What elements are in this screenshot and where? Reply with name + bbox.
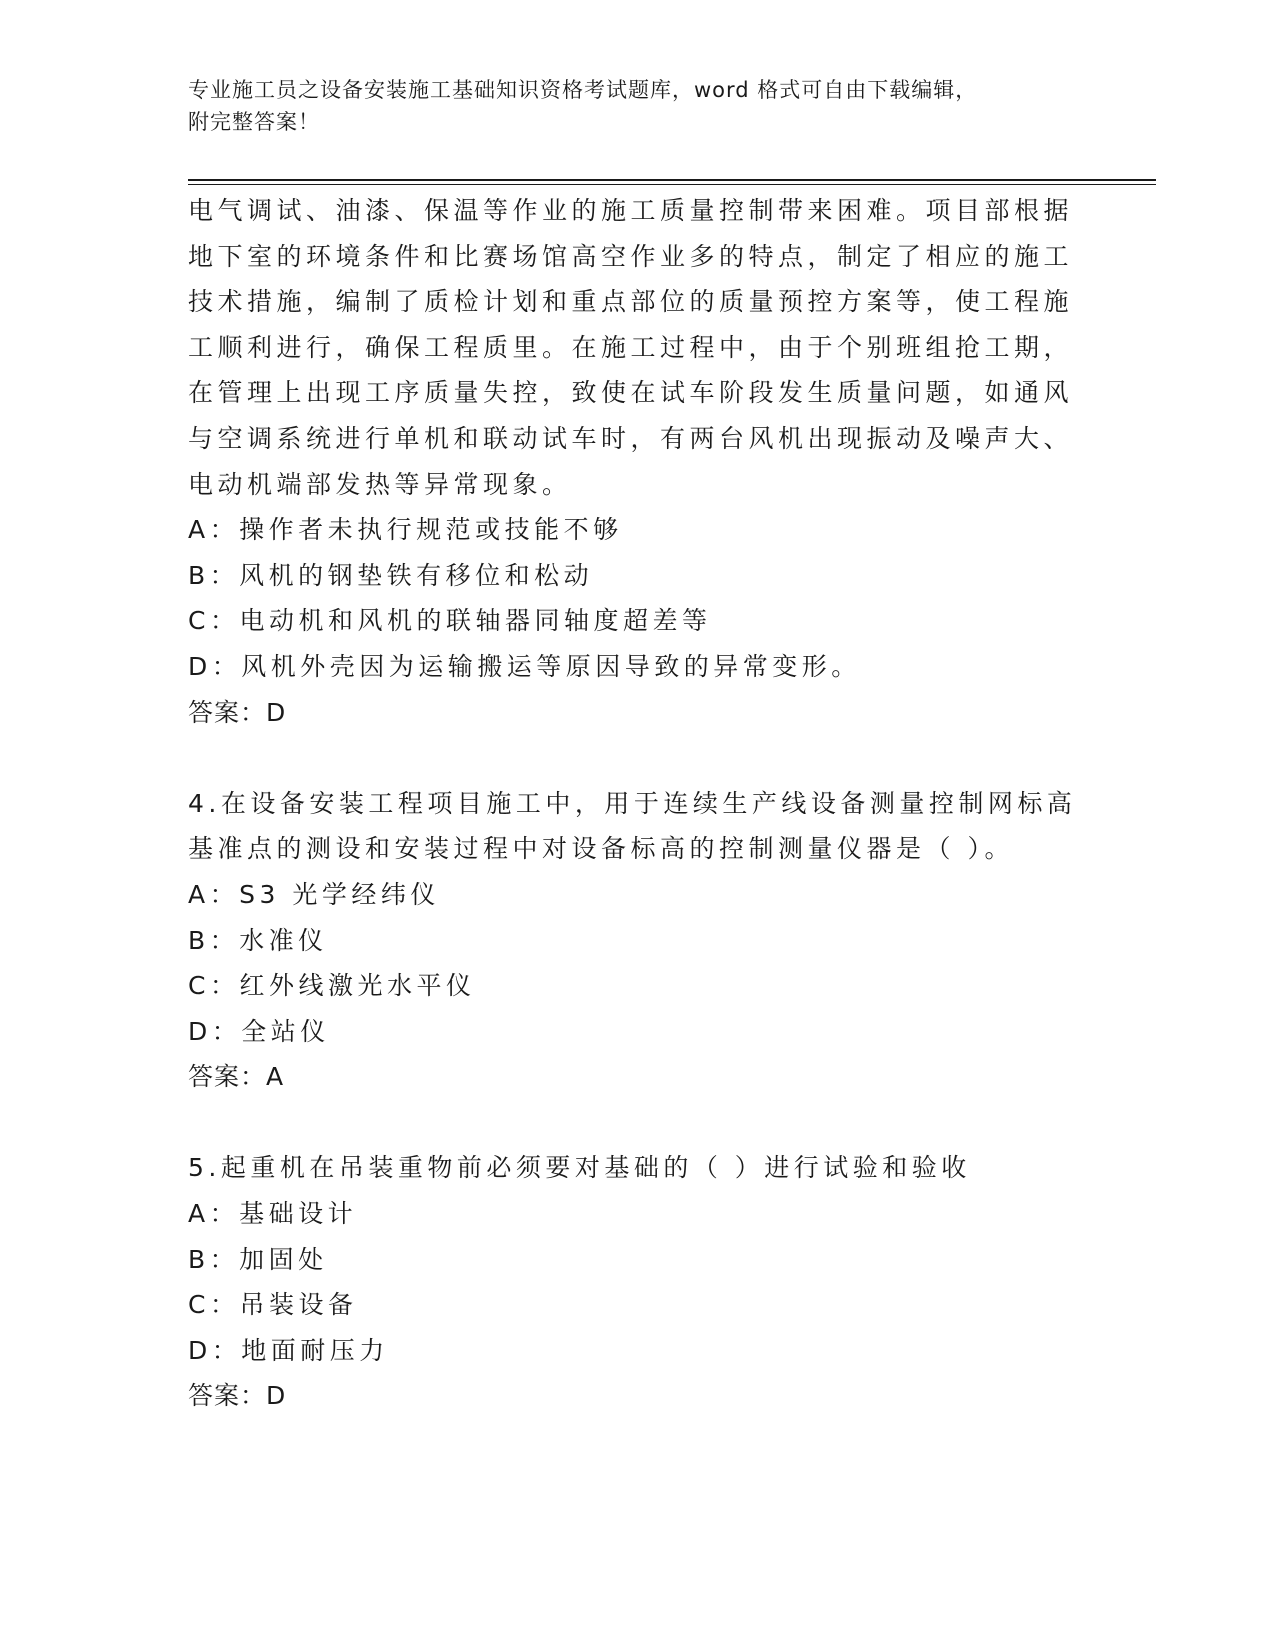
- answer-line: 答案：A: [188, 1062, 285, 1092]
- option-b: B：水准仪: [188, 925, 328, 955]
- question-stem-line: 工顺利进行，确保工程质里。在施工过程中，由于个别班组抢工期，: [188, 332, 1074, 362]
- option-c: C：电动机和风机的联轴器同轴度超差等: [188, 606, 712, 636]
- spacer: [188, 1100, 1068, 1146]
- question-5: [188, 1145, 1068, 1419]
- answer-line: 答案：D: [188, 1381, 287, 1411]
- document-header: 专业施工员之设备安装施工基础知识资格考试题库，word 格式可自由下载编辑， 附完整答案！: [188, 78, 978, 134]
- header-rule-thin: [188, 184, 1156, 185]
- question-stem-line: 与空调系统进行单机和联动试车时，有两台风机出现振动及噪声大、: [188, 423, 1074, 453]
- question-stem-line: 电气调试、油漆、保温等作业的施工质量控制带来困难。项目部根据: [188, 196, 1074, 225]
- question-content: [188, 188, 1077, 1419]
- option-d: D：风机外壳因为运输搬运等原因导致的异常变形。: [188, 651, 861, 681]
- question-4: [188, 781, 1077, 1100]
- question-stem-line: 基准点的测设和安装过程中对设备标高的控制测量仪器是（ ）。: [188, 834, 1014, 864]
- option-b: B：加固处: [188, 1244, 328, 1274]
- question-3: [188, 188, 1074, 735]
- question-stem-line: 在管理上出现工序质量失控，致使在试车阶段发生质量问题，如通风: [188, 378, 1074, 408]
- spacer: [188, 735, 1068, 781]
- option-a: A：基础设计: [188, 1199, 358, 1229]
- answer-line: 答案：D: [188, 697, 287, 727]
- option-c: C：吊装设备: [188, 1290, 358, 1320]
- option-a: A：操作者未执行规范或技能不够: [188, 515, 623, 545]
- header-rule-thick: [188, 179, 1156, 181]
- question-stem-line: 地下室的环境条件和比赛场馆高空作业多的特点，制定了相应的施工: [188, 241, 1074, 271]
- question-stem-line: 5.起重机在吊装重物前必须要对基础的（ ）进行试验和验收: [188, 1153, 971, 1183]
- question-stem-line: 技术措施，编制了质检计划和重点部位的质量预控方案等，使工程施: [188, 287, 1074, 317]
- option-c: C：红外线激光水平仪: [188, 971, 476, 1001]
- option-d: D：全站仪: [188, 1016, 330, 1046]
- option-a: A：S3 光学经纬仪: [188, 879, 440, 909]
- option-d: D：地面耐压力: [188, 1335, 389, 1365]
- question-stem-line: 4.在设备安装工程项目施工中，用于连续生产线设备测量控制网标高: [188, 788, 1077, 818]
- question-stem-line: 电动机端部发热等异常现象。: [188, 469, 572, 499]
- option-b: B：风机的钢垫铁有移位和松动: [188, 560, 594, 590]
